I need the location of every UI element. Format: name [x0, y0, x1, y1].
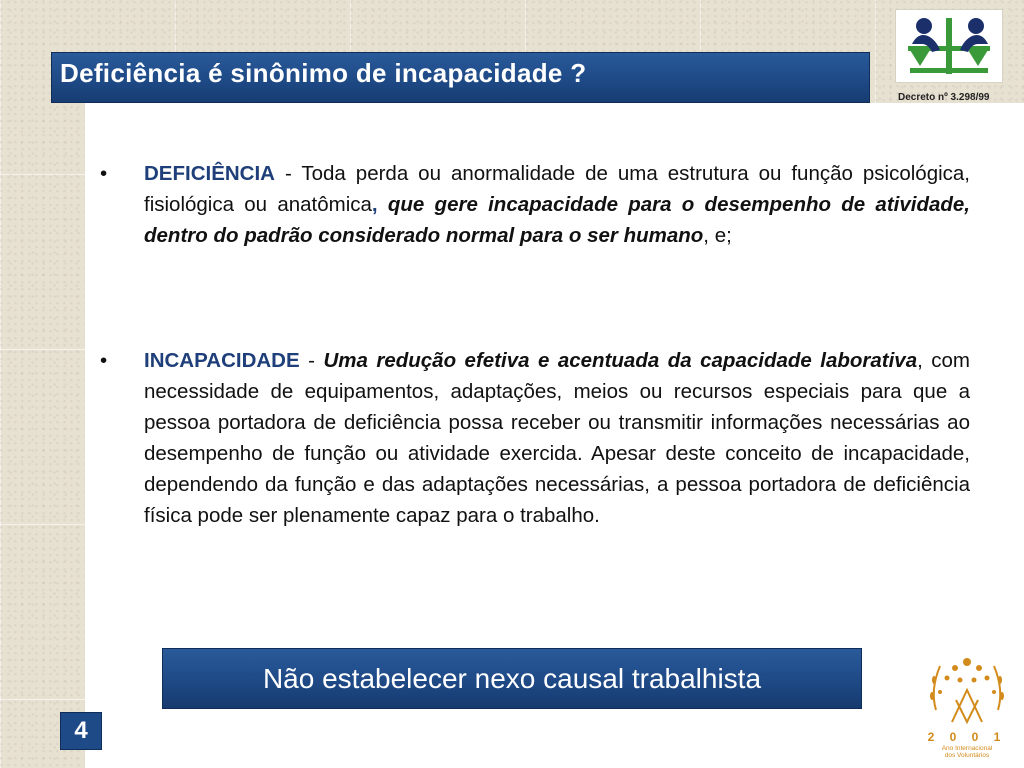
term-separator: - — [274, 162, 302, 185]
justice-logo — [895, 9, 1003, 83]
slide-title: Deficiência é sinônimo de incapacidade ? — [60, 58, 587, 88]
term-deficiencia: DEFICIÊNCIA — [144, 162, 275, 185]
conclusion-banner — [162, 648, 862, 709]
volunteer-caption — [922, 745, 1012, 759]
definition-ending: , e; — [703, 224, 732, 247]
definition-comma: , — [371, 193, 388, 216]
volunteer-year: 2 0 0 1 — [927, 730, 1007, 744]
bullet-marker: • — [100, 349, 108, 372]
volunteer-caption-line2: dos Voluntários — [944, 752, 990, 759]
term-incapacidade: INCAPACIDADE — [144, 349, 300, 372]
volunteer-caption-line1: Ano Internacional — [941, 745, 993, 752]
bullet-paragraph — [144, 158, 970, 251]
definition-emphasis: que gere incapacidade para o desempenho de atividade, dentro do padrão considerado normal para o ser humano — [144, 193, 970, 247]
bullet-deficiencia — [100, 158, 970, 251]
definition-text: , com necessidade de equipamentos, adaptações, meios ou recursos especiais para que a pessoa portadora de deficiência possa receber ou transmitir informações necessárias ao desempenho de função ou atividade exercida. Apesar deste conceito de incapacidade, dependendo da função e das adaptações necessárias, a pessoa portadora de deficiência física pode ser plenamente capaz para o trabalho. — [144, 349, 971, 527]
definition-emphasis: Uma redução efetiva e acentuada da capacidade laborativa — [323, 349, 918, 372]
conclusion-text: Não estabelecer nexo causal trabalhista — [262, 662, 762, 694]
bullet-paragraph — [144, 345, 970, 531]
bullet-marker: • — [100, 162, 108, 185]
page-number-box — [60, 712, 102, 750]
scales-of-justice-people-icon — [896, 10, 1002, 82]
definition-text: Toda perda ou anormalidade de uma estrutura ou função psicológica, fisiológica ou anatômica — [144, 162, 970, 216]
page-number: 4 — [74, 717, 88, 744]
bullet-incapacidade — [100, 345, 970, 531]
decree-reference: Decreto nº 3.298/99 — [898, 92, 990, 103]
term-separator: - — [299, 349, 324, 372]
